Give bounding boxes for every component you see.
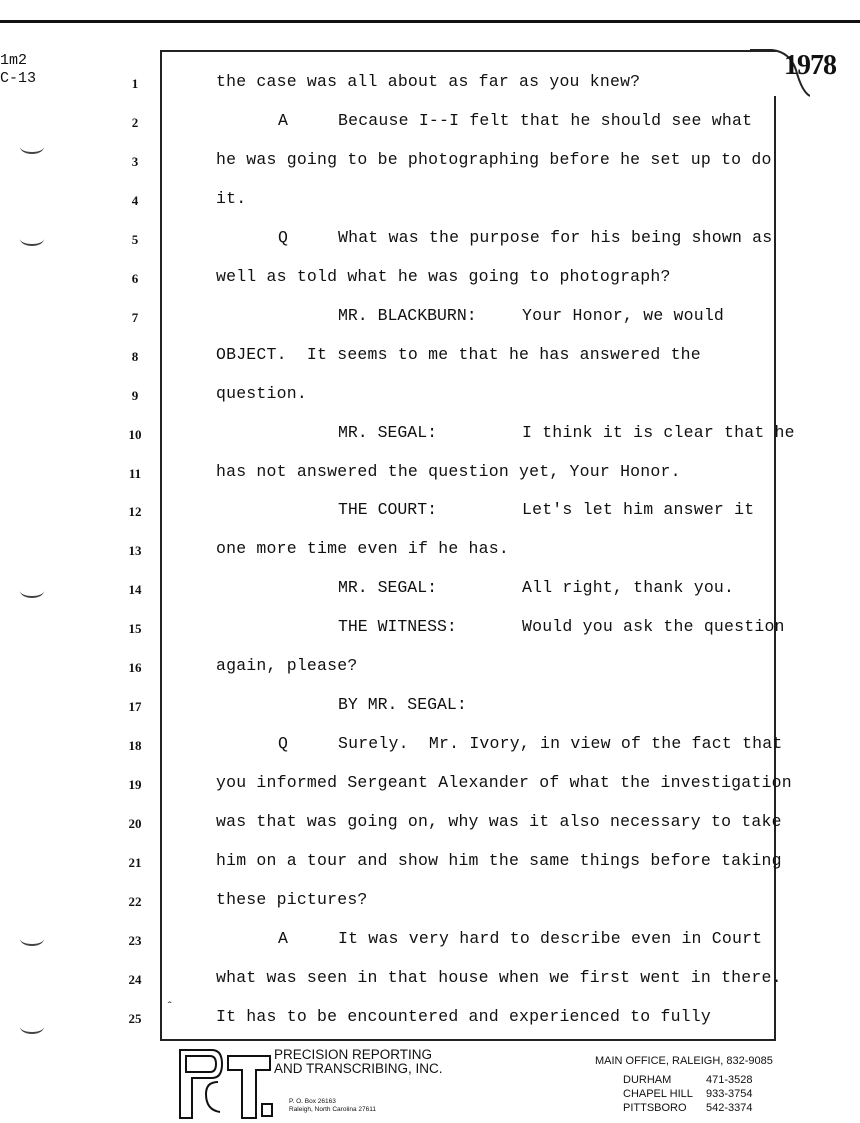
- line-text: What was the purpose for his being shown as: [338, 227, 773, 247]
- line-text: question.: [216, 383, 307, 403]
- line-number: 2: [131, 114, 139, 130]
- line-text: I think it is clear that he: [522, 422, 795, 442]
- binding-mark: [20, 584, 44, 598]
- binding-mark: [20, 140, 44, 154]
- firm-address: [289, 1098, 376, 1114]
- firm-line-1: PRECISION REPORTING: [274, 1047, 433, 1062]
- line-text: him on a tour and show him the same things before taking: [216, 851, 782, 870]
- line-text: Surely. Mr. Ivory, in view of the fact that: [338, 734, 783, 754]
- line-text: Because I--I felt that he should see what: [338, 110, 753, 130]
- page-number: 1978: [784, 50, 836, 81]
- line-number: 20: [128, 816, 142, 832]
- line-number: 11: [128, 465, 142, 481]
- line-text: what was seen in that house when we first went in there.: [216, 967, 782, 987]
- office-city: PITTSBORO: [623, 1102, 687, 1114]
- binding-mark: [20, 232, 44, 246]
- margin-code-2: C-13: [0, 70, 37, 87]
- line-text: All right, thank you.: [522, 578, 735, 598]
- line-text: it.: [216, 188, 247, 208]
- line-number: 10: [128, 426, 142, 442]
- line-text: Your Honor, we would: [522, 305, 725, 325]
- line-text: has not answered the question yet, Your Honor.: [216, 461, 681, 481]
- office-phone: 933-3754: [706, 1088, 753, 1100]
- line-text: Would you ask the question: [522, 617, 785, 637]
- line-number: 4: [131, 192, 139, 208]
- firm-line-2: AND TRANSCRIBING, INC.: [274, 1061, 443, 1076]
- line-number: 13: [128, 543, 142, 559]
- line-text: these pictures?: [216, 889, 368, 909]
- line-number: 15: [128, 621, 142, 637]
- line-text: It was very hard to describe even in Court: [338, 928, 763, 948]
- speaker-label: MR. BLACKBURN:: [338, 305, 477, 325]
- top-border: [0, 0, 860, 23]
- office-city: DURHAM: [623, 1074, 672, 1086]
- line-number: 5: [131, 231, 139, 247]
- line-text: you informed Sergeant Alexander of what the investigation: [216, 773, 792, 793]
- line-number: 19: [128, 777, 142, 793]
- line-number: 16: [128, 660, 142, 676]
- binding-mark: [20, 932, 44, 946]
- line-number: 8: [131, 348, 139, 364]
- line-number: 3: [131, 153, 139, 169]
- line-text: It has to be encountered and experienced to fully: [216, 1006, 711, 1026]
- line-number: 14: [128, 582, 142, 598]
- line-text: well as told what he was going to photograph?: [216, 266, 671, 286]
- main-office: MAIN OFFICE, RALEIGH, 832-9085: [595, 1055, 773, 1067]
- line-number: 17: [128, 699, 142, 715]
- speaker-label: A: [278, 110, 288, 130]
- firm-name: [274, 1048, 443, 1076]
- office-city: CHAPEL HILL: [623, 1088, 693, 1100]
- line-text: OBJECT. It seems to me that he has answered the: [216, 344, 701, 364]
- line-number: 23: [128, 932, 142, 948]
- line-number: 7: [131, 309, 139, 325]
- pobox-line-2: Raleigh, North Carolina 27611: [289, 1106, 376, 1113]
- line-number: 6: [131, 270, 139, 286]
- office-phone: 471-3528: [706, 1074, 753, 1086]
- speaker-label: MR. SEGAL:: [338, 422, 438, 442]
- speaker-label: THE WITNESS:: [338, 617, 457, 637]
- speaker-label: MR. SEGAL:: [338, 578, 438, 598]
- line-text: Let's let him answer it: [522, 500, 755, 520]
- line-number: 24: [128, 971, 142, 987]
- line-text: was that was going on, why was it also necessary to take: [216, 812, 782, 832]
- margin-code-1: 1m2: [0, 52, 28, 69]
- transcript-frame-right: [774, 96, 776, 1039]
- speaker-label: BY MR. SEGAL:: [338, 695, 467, 715]
- speaker-label: Q: [278, 734, 288, 754]
- line-number: 9: [131, 387, 139, 403]
- speaker-label: Q: [278, 227, 288, 247]
- line-number: 18: [128, 738, 142, 754]
- line-text: again, please?: [216, 656, 358, 676]
- speaker-label: THE COURT:: [338, 500, 438, 520]
- line-number: 25: [128, 1010, 142, 1026]
- speaker-label: A: [278, 928, 288, 948]
- line-text: one more time even if he has.: [216, 539, 509, 559]
- binding-mark: [20, 1020, 44, 1034]
- line-number: 1: [131, 76, 139, 91]
- line-text: he was going to be photographing before he set up to do: [216, 149, 772, 169]
- line-text: the case was all about as far as you knew?: [216, 72, 641, 91]
- margin-tick: ˆ: [166, 1000, 174, 1014]
- office-phone: 542-3374: [706, 1102, 753, 1114]
- line-number: 22: [128, 893, 142, 909]
- line-number: 12: [128, 504, 142, 520]
- line-number: 21: [128, 855, 142, 870]
- reporting-firm-logo: [178, 1046, 274, 1120]
- pobox-line-1: P. O. Box 26163: [289, 1098, 336, 1105]
